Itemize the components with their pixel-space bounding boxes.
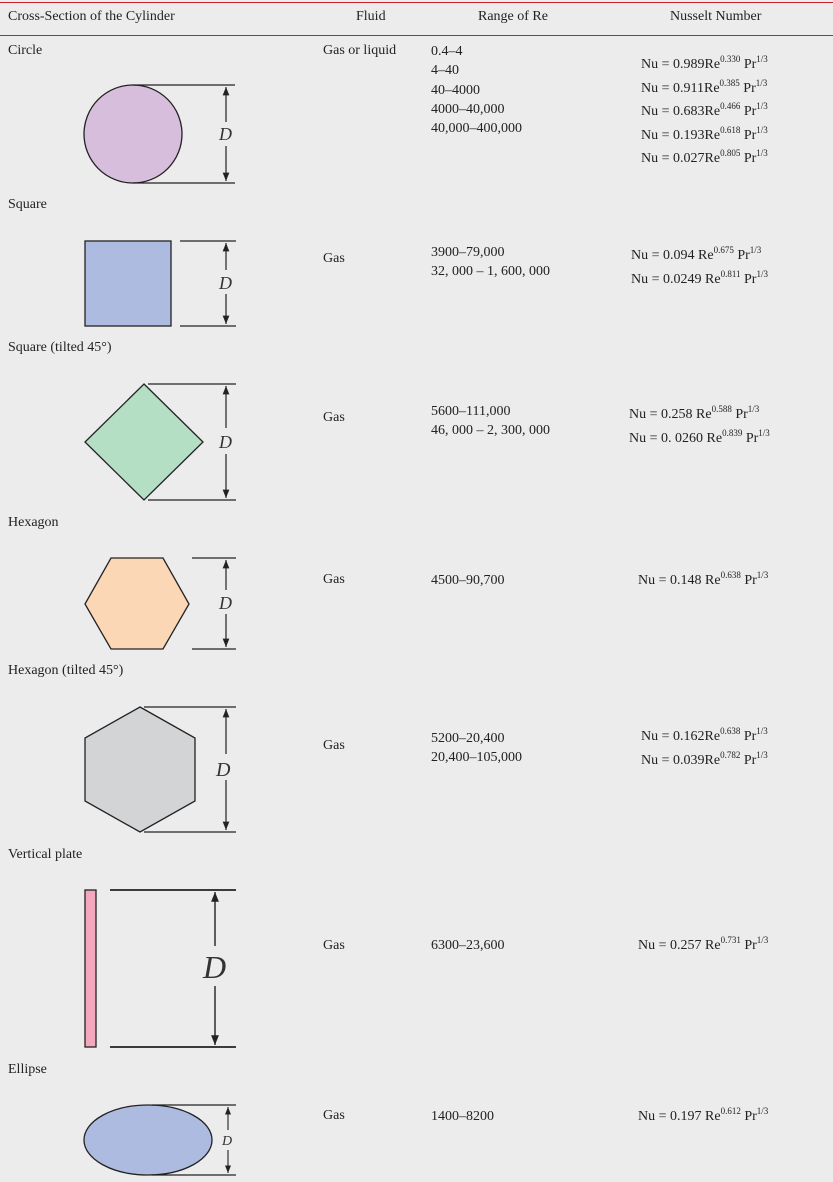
- nusselt-correlation: $Nu = 0.162Re^{0.638}$ $Pr^{1/3}$: [641, 726, 768, 744]
- dimension-d-label: D: [219, 593, 232, 613]
- range-value: 0.4–4: [431, 44, 463, 59]
- range-value: 4500–90,700: [431, 573, 505, 588]
- header-cross-section: Cross-Section of the Cylinder: [8, 9, 175, 24]
- range-value: 3900–79,000: [431, 245, 505, 260]
- nusselt-correlation: $Nu = 0.989Re^{0.330}$ $Pr^{1/3}$: [641, 54, 768, 72]
- shape-label-square-tilted: Square (tilted 45°): [8, 340, 112, 355]
- dimension-d-label: D: [219, 124, 232, 144]
- range-value: 40,000–400,000: [431, 121, 522, 137]
- square-tilted-diagram: [85, 384, 236, 500]
- header-fluid: Fluid: [356, 9, 386, 24]
- vertical-plate-diagram: [85, 890, 236, 1047]
- nusselt-correlation: Nu = 0.0249 $Re^{0.811}$ $Pr^{1/3}$: [631, 268, 768, 287]
- range-value: 40–4000: [431, 82, 480, 98]
- nusselt-correlation: Nu = 0. 0260 $Re^{0.839}$ $Pr^{1/3}$: [629, 427, 770, 446]
- fluid-square: Gas: [323, 251, 345, 266]
- square-diagram: [85, 241, 236, 326]
- nusselt-correlation: Nu = 0.148 $Re^{0.638}$ $Pr^{1/3}$: [638, 570, 769, 588]
- dimension-d-label: D: [219, 273, 232, 293]
- square-tilted-shape: [85, 384, 203, 500]
- fluid-hexagon: Gas: [323, 572, 345, 587]
- vertical-plate-shape: [85, 890, 96, 1047]
- dimension-d-label: D: [219, 432, 232, 452]
- range-value: 6300–23,600: [431, 938, 505, 953]
- circle-shape: [84, 85, 182, 183]
- nusselt-correlation: $Nu = 0.193Re^{0.618}$ $Pr^{1/3}$: [641, 124, 768, 143]
- hexagon-shape: [85, 558, 189, 649]
- range-value: 4000–40,000: [431, 101, 505, 117]
- fluid-ellipse: Gas: [323, 1108, 345, 1123]
- header-range-re: Range of Re: [478, 9, 548, 24]
- range-value: 5200–20,400: [431, 731, 505, 746]
- nusselt-correlation: $Nu = 0.027Re^{0.805}$ $Pr^{1/3}$: [641, 148, 768, 166]
- shape-label-ellipse: Ellipse: [8, 1062, 47, 1077]
- dimension-d-label: D: [222, 1134, 233, 1149]
- nusselt-correlation: $Nu = 0.683Re^{0.466}$ $Pr^{1/3}$: [641, 101, 768, 119]
- nusselt-correlation: $Nu = 0.039Re^{0.782}$ $Pr^{1/3}$: [641, 749, 768, 768]
- hexagon-tilted-diagram: [85, 707, 236, 832]
- fluid-vertical-plate: Gas: [323, 938, 345, 953]
- ellipse-shape: [84, 1105, 212, 1175]
- shape-label-square: Square: [8, 197, 47, 212]
- range-value: 1400–8200: [431, 1109, 494, 1124]
- shape-label-hexagon-tilted: Hexagon (tilted 45°): [8, 663, 124, 678]
- range-value: 5600–111,000: [431, 404, 511, 419]
- nusselt-correlation: Nu = 0.258 $Re^{0.588}$ $Pr^{1/3}$: [629, 404, 760, 422]
- range-value: 32, 000 – 1, 600, 000: [431, 264, 550, 280]
- nusselt-correlation: Nu = 0.197 $Re^{0.612}$ $Pr^{1/3}$: [638, 1106, 769, 1124]
- nusselt-correlation: Nu = 0.257 $Re^{0.731}$ $Pr^{1/3}$: [638, 935, 769, 953]
- range-value: 46, 000 – 2, 300, 000: [431, 423, 550, 439]
- fluid-circle: Gas or liquid: [323, 43, 397, 58]
- shape-label-circle: Circle: [8, 43, 43, 58]
- nusselt-correlation: Nu = 0.094 $Re^{0.675}$ $Pr^{1/3}$: [631, 245, 762, 263]
- dimension-d-label: D: [203, 949, 227, 985]
- square-shape: [85, 241, 171, 326]
- range-value: 4–40: [431, 63, 459, 79]
- hexagon-tilted-shape: [85, 707, 195, 832]
- fluid-hexagon-tilted: Gas: [323, 738, 345, 753]
- hexagon-diagram: [85, 558, 236, 649]
- nusselt-correlation: $Nu = 0.911Re^{0.385}$ $Pr^{1/3}$: [641, 77, 768, 96]
- range-value: 20,400–105,000: [431, 750, 522, 766]
- circle-diagram: [84, 85, 235, 183]
- fluid-square-tilted: Gas: [323, 410, 345, 425]
- header-nusselt-number: Nusselt Number: [670, 9, 762, 24]
- shape-label-hexagon: Hexagon: [8, 515, 59, 530]
- shape-label-vertical-plate: Vertical plate: [8, 847, 83, 862]
- dimension-d-label: D: [216, 759, 231, 781]
- ellipse-diagram: [84, 1105, 236, 1175]
